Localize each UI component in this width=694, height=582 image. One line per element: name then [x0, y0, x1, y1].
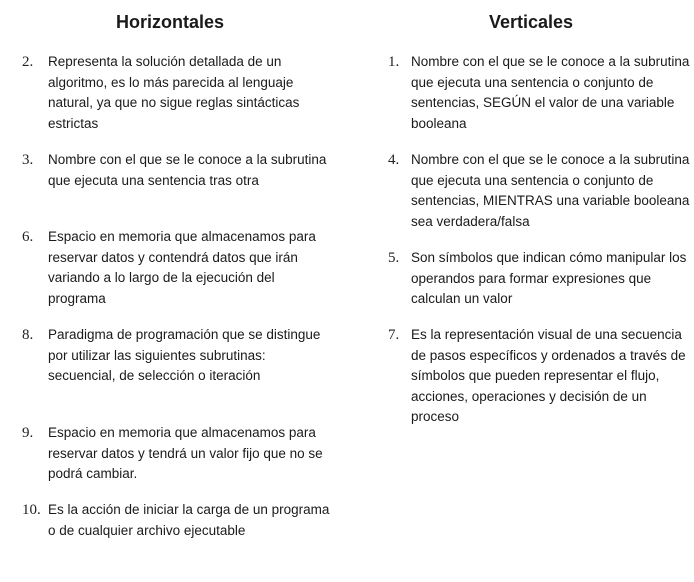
clue-text: Es la representación visual de una secuencia de pasos específicos y ordenados a través de símbolos que pueden representar el flujo, acciones, operaciones y decisión de un proceso: [411, 327, 686, 424]
clue-number: 6.: [22, 229, 34, 245]
clue-number: 4.: [388, 152, 400, 168]
clue-number: 2.: [22, 54, 34, 70]
clue-text: Representa la solución detallada de un algoritmo, es lo más parecida al lenguaje natural, ya que no sigue reglas sintácticas estrictas: [48, 54, 300, 131]
clue-text: Son símbolos que indican cómo manipular los operandos para formar expresiones que calculan un valor: [411, 250, 687, 306]
clue-text: Paradigma de programación que se distingue por utilizar las siguientes subrutinas: secuencial, de selección o iteración: [48, 327, 321, 383]
clue-text: Nombre con el que se le conoce a la subrutina que ejecuta una sentencia o conjunto de sentencias, MIENTRAS una variable booleana sea verdadera/falsa: [411, 152, 690, 229]
clue-text: Nombre con el que se le conoce a la subrutina que ejecuta una sentencia o conjunto de sentencias, SEGÚN el valor de una variable booleana: [411, 54, 690, 131]
clue-text: Nombre con el que se le conoce a la subrutina que ejecuta una sentencia tras otra: [48, 152, 327, 188]
horizontales-heading: Horizontales: [115, 12, 225, 32]
clue-number: 1.: [388, 54, 400, 70]
clue-text: Es la acción de iniciar la carga de un programa o de cualquier archivo ejecutable: [48, 502, 330, 538]
verticales-heading: Verticales: [488, 12, 574, 32]
clue-number: 9.: [22, 425, 34, 441]
clue-number: 10.: [22, 502, 41, 518]
clue-text: Espacio en memoria que almacenamos para reservar datos y tendrá un valor fijo que no se podrá cambiar.: [48, 425, 323, 481]
clue-number: 3.: [22, 152, 34, 168]
clue-number: 8.: [22, 327, 34, 343]
clue-text: Espacio en memoria que almacenamos para reservar datos y contendrá datos que irán variando a lo largo de la ejecución del programa: [48, 229, 316, 306]
clue-number: 5.: [388, 250, 400, 266]
clue-number: 7.: [388, 327, 400, 343]
